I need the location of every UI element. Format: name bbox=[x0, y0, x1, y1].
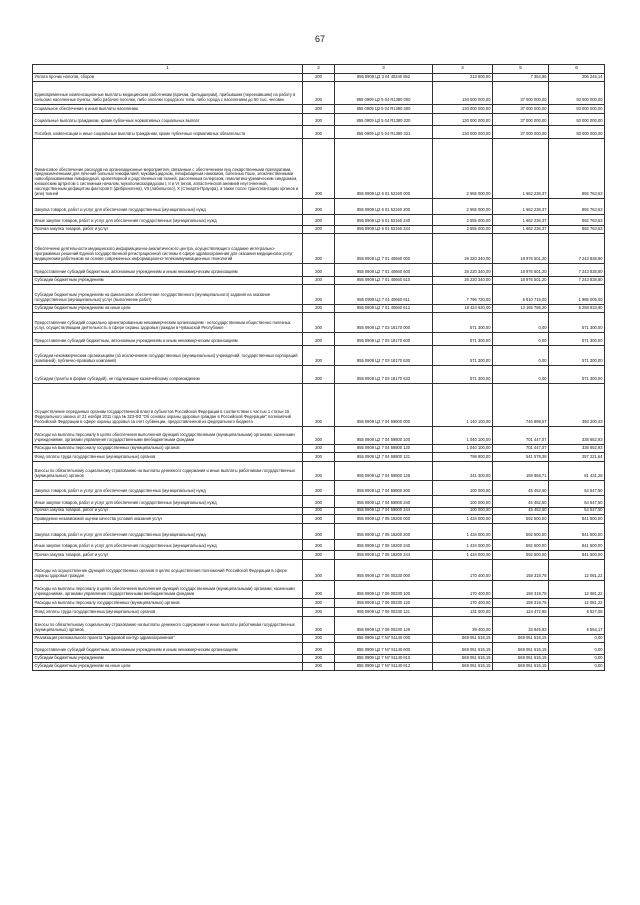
row-executed-amount: 569 051 515,15 bbox=[493, 642, 549, 654]
row-unexecuted-amount: 338 652,93 bbox=[549, 444, 605, 452]
row-classification-code: 855 0909 Ц2 7 03 18170 630 bbox=[335, 345, 433, 365]
row-executed-amount: 158 318,78 bbox=[493, 598, 549, 607]
row-name: Субсидии бюджетным учреждениям bbox=[33, 276, 303, 284]
row-line-code: 200 bbox=[303, 214, 335, 225]
row-unexecuted-amount: 338 652,93 bbox=[549, 426, 605, 444]
row-executed-amount: 1 662 236,37 bbox=[493, 214, 549, 225]
row-approved-amount: 130 000 000,00 bbox=[433, 125, 493, 138]
table-row bbox=[33, 332, 605, 345]
row-approved-amount: 213 600,00 bbox=[433, 73, 493, 81]
row-executed-amount: 569 051 515,15 bbox=[493, 662, 549, 670]
row-unexecuted-amount: 6 527,05 bbox=[549, 607, 605, 616]
row-approved-amount: 100 000,00 bbox=[433, 507, 493, 514]
table-row bbox=[33, 276, 605, 284]
row-classification-code: 855 0909 Ц2 7 05 18200 200 bbox=[335, 523, 433, 539]
row-line-code: 200 bbox=[303, 514, 335, 523]
row-unexecuted-amount: 93 000 000,00 bbox=[549, 125, 605, 138]
row-executed-amount: 701 447,07 bbox=[493, 426, 549, 444]
row-name: Финансовое обеспечение расходов на организационные мероприятия, связанные с обеспечением лиц лекарственными препаратами, предназначенными для лечения больных гемофилией, муковисцидозом, гипофизарным нанизмом, болезнью Гоше, злокачественными новообразованиями лимфоидной, кроветворной и родственных им тканей, рассеянным склерозом, гемолитико-уремическим синдромом, юношеским артритом с системным началом, мукополисахаридозом I, II и VI типов, апластической анемией неуточненной, наследственным дефицитом факторов II (фибриногена), VII (лабильного), X (Стюарта-Прауэра), а также после трансплантации органов и (или) тканей bbox=[33, 138, 303, 198]
row-line-code: 200 bbox=[303, 642, 335, 654]
row-line-code: 200 bbox=[303, 654, 335, 662]
row-classification-code: 855 0909 Ц2 7 N7 51140 600 bbox=[335, 642, 433, 654]
page-number: 67 bbox=[314, 34, 325, 44]
row-unexecuted-amount: 0,00 bbox=[549, 642, 605, 654]
row-unexecuted-amount: 54 547,50 bbox=[549, 495, 605, 507]
row-executed-amount: 45 452,50 bbox=[493, 495, 549, 507]
row-line-code: 200 bbox=[303, 345, 335, 365]
row-unexecuted-amount: 93 000 000,00 bbox=[549, 104, 605, 113]
table-row bbox=[33, 642, 605, 654]
row-approved-amount: 569 051 515,15 bbox=[433, 642, 493, 654]
row-classification-code: 855 0909 Ц2 7 05 18200 244 bbox=[335, 550, 433, 559]
table-row bbox=[33, 461, 605, 480]
row-classification-code: 855 0909 Ц2 6 01 52160 240 bbox=[335, 214, 433, 225]
table-row bbox=[33, 81, 605, 104]
row-name: Пособия, компенсации и иные социальные выплаты гражданам, кроме публичных нормативных обязательств bbox=[33, 125, 303, 138]
row-classification-code: 855 0909 Ц2 7 06 00230 000 bbox=[335, 559, 433, 580]
table-row bbox=[33, 539, 605, 550]
row-executed-amount: 592 500,00 bbox=[493, 514, 549, 523]
row-line-code: 200 bbox=[303, 383, 335, 426]
row-unexecuted-amount: 571 300,00 bbox=[549, 312, 605, 332]
row-executed-amount: 569 051 515,15 bbox=[493, 654, 549, 662]
row-executed-amount: 33 845,83 bbox=[493, 616, 549, 634]
row-executed-amount: 592 500,00 bbox=[493, 539, 549, 550]
row-executed-amount: 124 472,95 bbox=[493, 607, 549, 616]
table-row bbox=[33, 550, 605, 559]
table-row bbox=[33, 214, 605, 225]
row-line-code: 200 bbox=[303, 634, 335, 642]
table-row bbox=[33, 365, 605, 383]
row-name: Фонд оплаты труда государственных (муниципальных) органов bbox=[33, 452, 303, 461]
row-executed-amount: 0,00 bbox=[493, 345, 549, 365]
row-approved-amount: 2 555 000,00 bbox=[433, 138, 493, 198]
row-unexecuted-amount: 892 763,63 bbox=[549, 198, 605, 214]
row-executed-amount: 45 452,50 bbox=[493, 480, 549, 495]
row-executed-amount: 13 165 786,20 bbox=[493, 304, 549, 312]
row-name: Предоставление субсидий бюджетным, автономным учреждениям и иным некоммерческим организациям bbox=[33, 263, 303, 276]
row-name: Иные закупки товаров, работ и услуг для обеспечения государственных (муниципальных) нужд bbox=[33, 214, 303, 225]
row-line-code: 200 bbox=[303, 539, 335, 550]
row-line-code: 200 bbox=[303, 125, 335, 138]
row-classification-code: 855 0909 Ц2 7 04 59800 000 bbox=[335, 383, 433, 426]
row-unexecuted-amount: 892 763,63 bbox=[549, 225, 605, 233]
row-name: Фонд оплаты труда государственных (муниципальных) органов bbox=[33, 607, 303, 616]
row-approved-amount: 170 400,00 bbox=[433, 598, 493, 607]
row-name: Расходы на выплаты персоналу в целях обеспечения выполнения функций государственными (муниципальными) органами, казенными учреждениями, органами управления государственными внебюджетными фондами bbox=[33, 580, 303, 598]
row-line-code: 200 bbox=[303, 81, 335, 104]
row-executed-amount: 746 899,57 bbox=[493, 383, 549, 426]
row-unexecuted-amount: 12 081,22 bbox=[549, 598, 605, 607]
row-name: Прочая закупка товаров, работ и услуг bbox=[33, 225, 303, 233]
row-approved-amount: 1 434 000,00 bbox=[433, 539, 493, 550]
row-classification-code: 855 0909 Ц2 7 05 18200 240 bbox=[335, 539, 433, 550]
row-classification-code: 855 0909 Ц2 7 N7 51140 000 bbox=[335, 634, 433, 642]
row-executed-amount: 37 000 000,00 bbox=[493, 125, 549, 138]
row-name: Закупка товаров, работ и услуг для обеспечения государственных (муниципальных) нужд bbox=[33, 480, 303, 495]
row-classification-code: 855 0909 Ц2 7 N7 51140 612 bbox=[335, 662, 433, 670]
row-classification-code: 855 0909 Ц2 7 03 18170 633 bbox=[335, 365, 433, 383]
row-line-code: 200 bbox=[303, 444, 335, 452]
row-name: Иные закупки товаров, работ и услуг для обеспечения государственных (муниципальных) нужд bbox=[33, 539, 303, 550]
row-executed-amount: 5 810 715,00 bbox=[493, 284, 549, 304]
row-unexecuted-amount: 5 258 833,80 bbox=[549, 304, 605, 312]
row-unexecuted-amount: 54 547,50 bbox=[549, 480, 605, 495]
column-number: 3 bbox=[335, 65, 433, 74]
row-approved-amount: 1 434 000,00 bbox=[433, 514, 493, 523]
row-classification-code: 855 0909 Ц2 7 03 18170 600 bbox=[335, 332, 433, 345]
table-row bbox=[33, 138, 605, 198]
table-row bbox=[33, 452, 605, 461]
row-line-code: 200 bbox=[303, 495, 335, 507]
row-approved-amount: 1 040 100,00 bbox=[433, 426, 493, 444]
row-classification-code: 855 0909 Ц2 7 06 00230 129 bbox=[335, 616, 433, 634]
row-name: Иные закупки товаров, работ и услуг для обеспечения государственных (муниципальных) нужд bbox=[33, 495, 303, 507]
row-classification-code: 855 0909 Ц2 7 04 59800 100 bbox=[335, 426, 433, 444]
table-row bbox=[33, 662, 605, 670]
column-number: 4 bbox=[433, 65, 493, 74]
row-approved-amount: 130 000 000,00 bbox=[433, 104, 493, 113]
row-approved-amount: 131 000,00 bbox=[433, 607, 493, 616]
row-classification-code: 855 0909 Ц2 7 04 59800 244 bbox=[335, 507, 433, 514]
row-approved-amount: 130 000 000,00 bbox=[433, 81, 493, 104]
row-classification-code: 855 0909 Ц2 7 06 00230 120 bbox=[335, 598, 433, 607]
row-unexecuted-amount: 81 431,29 bbox=[549, 461, 605, 480]
row-line-code: 200 bbox=[303, 607, 335, 616]
table-row bbox=[33, 104, 605, 113]
row-name: Уплата прочих налогов, сборов bbox=[33, 73, 303, 81]
row-executed-amount: 1 662 236,37 bbox=[493, 138, 549, 198]
row-classification-code: 855 0909 Ц2 7 04 59800 240 bbox=[335, 495, 433, 507]
row-classification-code: 855 0909 Ц2 5 04 R1380 321 bbox=[335, 125, 433, 138]
row-name: Прочая закупка товаров, работ и услуг bbox=[33, 550, 303, 559]
row-unexecuted-amount: 5 554,17 bbox=[549, 616, 605, 634]
row-unexecuted-amount: 0,00 bbox=[549, 662, 605, 670]
table-row bbox=[33, 225, 605, 233]
table-row bbox=[33, 284, 605, 304]
table-row bbox=[33, 263, 605, 276]
row-line-code: 200 bbox=[303, 332, 335, 345]
row-approved-amount: 241 300,00 bbox=[433, 461, 493, 480]
row-name: Субсидии бюджетным учреждениям на иные цели bbox=[33, 304, 303, 312]
row-approved-amount: 170 400,00 bbox=[433, 580, 493, 598]
row-unexecuted-amount: 841 500,00 bbox=[549, 550, 605, 559]
row-classification-code: 855 0909 Ц2 7 01 40660 612 bbox=[335, 304, 433, 312]
row-classification-code: 855 0909 Ц2 7 06 00230 121 bbox=[335, 607, 433, 616]
row-approved-amount: 798 800,00 bbox=[433, 452, 493, 461]
table-row bbox=[33, 233, 605, 263]
row-executed-amount: 0,00 bbox=[493, 312, 549, 332]
row-classification-code: 855 0909 Ц2 7 05 18200 000 bbox=[335, 514, 433, 523]
row-line-code: 200 bbox=[303, 616, 335, 634]
row-classification-code: 855 0909 Ц2 6 01 52160 244 bbox=[335, 225, 433, 233]
row-line-code: 200 bbox=[303, 662, 335, 670]
row-line-code: 200 bbox=[303, 480, 335, 495]
row-approved-amount: 569 051 515,15 bbox=[433, 634, 493, 642]
row-approved-amount: 26 220 340,00 bbox=[433, 263, 493, 276]
table-row bbox=[33, 654, 605, 662]
row-unexecuted-amount: 12 081,22 bbox=[549, 559, 605, 580]
column-number: 6 bbox=[549, 65, 605, 74]
table-row bbox=[33, 383, 605, 426]
row-classification-code: 855 0909 Ц2 7 03 18170 000 bbox=[335, 312, 433, 332]
row-classification-code: 855 0909 Ц2 7 01 40660 600 bbox=[335, 263, 433, 276]
row-approved-amount: 569 051 515,15 bbox=[433, 654, 493, 662]
row-executed-amount: 592 500,00 bbox=[493, 523, 549, 539]
row-name: Проведение независимой оценки качества условий оказания услуг bbox=[33, 514, 303, 523]
table-row bbox=[33, 634, 605, 642]
row-line-code: 200 bbox=[303, 523, 335, 539]
column-number-row bbox=[33, 65, 605, 74]
row-executed-amount: 541 578,38 bbox=[493, 452, 549, 461]
row-classification-code: 855 0909 Ц2 3 04 40240 852 bbox=[335, 73, 433, 81]
row-line-code: 200 bbox=[303, 461, 335, 480]
row-approved-amount: 1 434 000,00 bbox=[433, 550, 493, 559]
row-classification-code: 855 0909 Ц2 6 01 52160 200 bbox=[335, 198, 433, 214]
row-executed-amount: 45 452,50 bbox=[493, 507, 549, 514]
row-line-code: 200 bbox=[303, 276, 335, 284]
row-unexecuted-amount: 841 500,00 bbox=[549, 514, 605, 523]
row-unexecuted-amount: 571 300,00 bbox=[549, 345, 605, 365]
column-number: 5 bbox=[493, 65, 549, 74]
row-executed-amount: 701 447,07 bbox=[493, 444, 549, 452]
row-unexecuted-amount: 1 985 005,00 bbox=[549, 284, 605, 304]
row-classification-code: 855 0909 Ц2 7 04 59800 200 bbox=[335, 480, 433, 495]
row-name: Прочая закупка товаров, работ и услуг bbox=[33, 507, 303, 514]
row-name: Расходы на выплаты персоналу государственных (муниципальных) органов bbox=[33, 598, 303, 607]
row-line-code: 200 bbox=[303, 225, 335, 233]
row-line-code: 200 bbox=[303, 233, 335, 263]
row-classification-code: 855 0909 Ц2 7 06 00230 100 bbox=[335, 580, 433, 598]
row-executed-amount: 0,00 bbox=[493, 332, 549, 345]
row-name: Закупка товаров, работ и услуг для обеспечения государственных (муниципальных) нужд bbox=[33, 198, 303, 214]
row-approved-amount: 7 796 720,00 bbox=[433, 284, 493, 304]
row-executed-amount: 1 662 236,37 bbox=[493, 198, 549, 214]
row-approved-amount: 2 555 000,00 bbox=[433, 198, 493, 214]
row-line-code: 200 bbox=[303, 263, 335, 276]
row-unexecuted-amount: 571 300,00 bbox=[549, 332, 605, 345]
row-approved-amount: 130 000 000,00 bbox=[433, 113, 493, 125]
row-unexecuted-amount: 841 500,00 bbox=[549, 523, 605, 539]
table-row bbox=[33, 607, 605, 616]
row-name: Социальное обеспечение и иные выплаты населению bbox=[33, 104, 303, 113]
row-line-code: 200 bbox=[303, 284, 335, 304]
row-classification-code: 855 0909 Ц2 7 04 59800 120 bbox=[335, 444, 433, 452]
row-approved-amount: 39 400,00 bbox=[433, 616, 493, 634]
row-name: Реализация регионального проекта "Цифровой контур здравоохранения" bbox=[33, 634, 303, 642]
row-unexecuted-amount: 93 000 000,00 bbox=[549, 81, 605, 104]
row-approved-amount: 571 300,00 bbox=[433, 365, 493, 383]
row-name: Обеспечение деятельности медицинского информационно-аналитического центра, осуществляющего создание интегрально-программных решений Единой государственной регистрационной системы в сфере здравоохранения для оказания медицинских услуг медицинским работником на основе современных информационно-телекоммуникационных технологий bbox=[33, 233, 303, 263]
table-row bbox=[33, 507, 605, 514]
row-approved-amount: 571 300,00 bbox=[433, 332, 493, 345]
row-unexecuted-amount: 571 300,00 bbox=[549, 365, 605, 383]
row-line-code: 200 bbox=[303, 580, 335, 598]
row-line-code: 200 bbox=[303, 559, 335, 580]
row-executed-amount: 159 868,71 bbox=[493, 461, 549, 480]
table-row bbox=[33, 73, 605, 81]
row-name: Предоставление субсидий бюджетным, автономным учреждениям и иным некоммерческим организациям bbox=[33, 332, 303, 345]
row-line-code: 200 bbox=[303, 304, 335, 312]
row-line-code: 200 bbox=[303, 365, 335, 383]
row-approved-amount: 2 555 000,00 bbox=[433, 214, 493, 225]
table-row bbox=[33, 444, 605, 452]
row-name: Субсидии бюджетным учреждениям bbox=[33, 654, 303, 662]
row-line-code: 200 bbox=[303, 138, 335, 198]
row-name: Расходы на выплаты персоналу в целях обеспечения выполнения функций государственными (муниципальными) органами, казенными учреждениями, органами управления государственными внебюджетными фондами bbox=[33, 426, 303, 444]
row-name: Взносы по обязательному социальному страхованию на выплаты денежного содержания и иные выплаты работникам государственных (муниципальных) органов bbox=[33, 461, 303, 480]
row-classification-code: 855 0909 Ц2 5 04 R1380 300 bbox=[335, 104, 433, 113]
row-approved-amount: 1 040 100,00 bbox=[433, 444, 493, 452]
row-approved-amount: 100 000,00 bbox=[433, 495, 493, 507]
row-name: Предоставление субсидий бюджетным, автономным учреждениям и иным некоммерческим организациям bbox=[33, 642, 303, 654]
table-row bbox=[33, 113, 605, 125]
column-number: 2 bbox=[303, 65, 335, 74]
row-line-code: 200 bbox=[303, 598, 335, 607]
row-executed-amount: 18 976 501,20 bbox=[493, 276, 549, 284]
table-row bbox=[33, 125, 605, 138]
row-name: Единовременные компенсационные выплаты медицинским работникам (врачам, фельдшерам), прибывшим (переехавшим) на работу в сельские населенные пункты, либо рабочие поселки, либо поселки городского типа, либо города с населением до 50 тыс. человек bbox=[33, 81, 303, 104]
row-line-code: 200 bbox=[303, 113, 335, 125]
table-row bbox=[33, 495, 605, 507]
table-row bbox=[33, 426, 605, 444]
row-line-code: 200 bbox=[303, 104, 335, 113]
table-row bbox=[33, 312, 605, 332]
row-name: Социальные выплаты гражданам, кроме публичных нормативных социальных выплат bbox=[33, 113, 303, 125]
row-classification-code: 855 0909 Ц2 7 04 59800 121 bbox=[335, 452, 433, 461]
row-executed-amount: 37 000 000,00 bbox=[493, 113, 549, 125]
row-classification-code: 855 0909 Ц2 7 01 40660 000 bbox=[335, 233, 433, 263]
table-row bbox=[33, 616, 605, 634]
row-unexecuted-amount: 257 221,64 bbox=[549, 452, 605, 461]
row-unexecuted-amount: 393 200,43 bbox=[549, 383, 605, 426]
row-name: Расходы на осуществление функций государственных органов в целях осуществления полномочий Российской Федерации в сфере охраны здоровья граждан bbox=[33, 559, 303, 580]
row-unexecuted-amount: 12 081,22 bbox=[549, 580, 605, 598]
row-executed-amount: 18 976 501,20 bbox=[493, 263, 549, 276]
row-name: Осуществление переданных органам государственной власти субъектов Российской Федерации в соответствии с частью 1 статьи 15 Федерального закона от 21 ноября 2011 года № 323-ФЗ "Об основах охраны здоровья граждан в Российской Федерации" полномочий Российской Федерации в сфере охраны здоровья за счет субвенции, предоставленной из федерального бюджета bbox=[33, 383, 303, 426]
row-unexecuted-amount: 206 245,14 bbox=[549, 73, 605, 81]
row-name: Взносы по обязательному социальному страхованию на выплаты денежного содержания и иные выплаты работникам государственных (муниципальных) органов bbox=[33, 616, 303, 634]
row-unexecuted-amount: 93 000 000,00 bbox=[549, 113, 605, 125]
row-classification-code: 855 0909 Ц2 7 01 40660 611 bbox=[335, 284, 433, 304]
row-unexecuted-amount: 7 243 838,80 bbox=[549, 276, 605, 284]
budget-execution-table bbox=[32, 64, 605, 671]
row-line-code: 200 bbox=[303, 507, 335, 514]
row-approved-amount: 1 434 000,00 bbox=[433, 523, 493, 539]
table-row bbox=[33, 559, 605, 580]
row-approved-amount: 170 400,00 bbox=[433, 559, 493, 580]
row-approved-amount: 26 220 340,00 bbox=[433, 233, 493, 263]
column-number: 1 bbox=[33, 65, 303, 74]
row-line-code: 200 bbox=[303, 312, 335, 332]
table-row bbox=[33, 480, 605, 495]
row-name: Субсидии бюджетным учреждениям на финансовое обеспечение государственного (муниципального) задания на оказание государственных (муниципальных) услуг (выполнение работ) bbox=[33, 284, 303, 304]
table-row bbox=[33, 514, 605, 523]
row-unexecuted-amount: 892 763,63 bbox=[549, 214, 605, 225]
row-line-code: 200 bbox=[303, 73, 335, 81]
row-executed-amount: 158 318,78 bbox=[493, 580, 549, 598]
row-line-code: 200 bbox=[303, 426, 335, 444]
row-name: Субсидии бюджетным учреждениям на иные цели bbox=[33, 662, 303, 670]
row-classification-code: 855 0909 Ц2 5 04 R1380 000 bbox=[335, 81, 433, 104]
row-unexecuted-amount: 0,00 bbox=[549, 654, 605, 662]
row-classification-code: 855 0909 Ц2 7 N7 51140 610 bbox=[335, 654, 433, 662]
row-name: Предоставление субсидий социально ориентированным некоммерческим организациям - негосударственным общественно полезных услуг, осуществляющим деятельность в сфере охраны здоровья граждан в Чувашской Республике bbox=[33, 312, 303, 332]
row-approved-amount: 100 000,00 bbox=[433, 480, 493, 495]
row-executed-amount: 592 500,00 bbox=[493, 550, 549, 559]
row-unexecuted-amount: 892 763,63 bbox=[549, 138, 605, 198]
row-line-code: 200 bbox=[303, 198, 335, 214]
row-name: Субсидии некоммерческим организациям (за исключением государственных (муниципальных) учреждений, государственных корпораций (компаний), публично-правовых компаний) bbox=[33, 345, 303, 365]
row-approved-amount: 571 300,00 bbox=[433, 312, 493, 332]
row-executed-amount: 569 051 515,15 bbox=[493, 634, 549, 642]
row-name: Субсидии (гранты в форме субсидий), не подлежащие казначейскому сопровождению bbox=[33, 365, 303, 383]
row-approved-amount: 569 051 515,15 bbox=[433, 662, 493, 670]
row-unexecuted-amount: 7 243 838,80 bbox=[549, 263, 605, 276]
row-classification-code: 855 0909 Ц2 5 04 R1380 320 bbox=[335, 113, 433, 125]
row-unexecuted-amount: 7 243 838,80 bbox=[549, 233, 605, 263]
row-name: Закупка товаров, работ и услуг для обеспечения государственных (муниципальных) нужд bbox=[33, 523, 303, 539]
row-approved-amount: 2 555 000,00 bbox=[433, 225, 493, 233]
row-line-code: 200 bbox=[303, 550, 335, 559]
row-executed-amount: 7 354,86 bbox=[493, 73, 549, 81]
row-executed-amount: 37 000 000,00 bbox=[493, 104, 549, 113]
row-classification-code: 855 0909 Ц2 6 01 52160 000 bbox=[335, 138, 433, 198]
row-classification-code: 855 0909 Ц2 7 04 59800 129 bbox=[335, 461, 433, 480]
row-unexecuted-amount: 54 547,50 bbox=[549, 507, 605, 514]
table-row bbox=[33, 345, 605, 365]
row-executed-amount: 1 662 236,37 bbox=[493, 225, 549, 233]
row-executed-amount: 0,00 bbox=[493, 365, 549, 383]
row-approved-amount: 1 140 100,00 bbox=[433, 383, 493, 426]
row-approved-amount: 571 300,00 bbox=[433, 345, 493, 365]
table-row bbox=[33, 580, 605, 598]
row-approved-amount: 18 424 620,00 bbox=[433, 304, 493, 312]
table-row bbox=[33, 523, 605, 539]
table-row bbox=[33, 304, 605, 312]
table-row bbox=[33, 598, 605, 607]
row-executed-amount: 37 000 000,00 bbox=[493, 81, 549, 104]
row-approved-amount: 26 220 340,00 bbox=[433, 276, 493, 284]
row-executed-amount: 18 976 501,20 bbox=[493, 233, 549, 263]
table-row bbox=[33, 198, 605, 214]
row-classification-code: 855 0909 Ц2 7 01 40660 610 bbox=[335, 276, 433, 284]
row-executed-amount: 158 318,78 bbox=[493, 559, 549, 580]
row-line-code: 200 bbox=[303, 452, 335, 461]
row-unexecuted-amount: 841 500,00 bbox=[549, 539, 605, 550]
row-name: Расходы на выплаты персоналу государственных (муниципальных) органов bbox=[33, 444, 303, 452]
row-unexecuted-amount: 0,00 bbox=[549, 634, 605, 642]
